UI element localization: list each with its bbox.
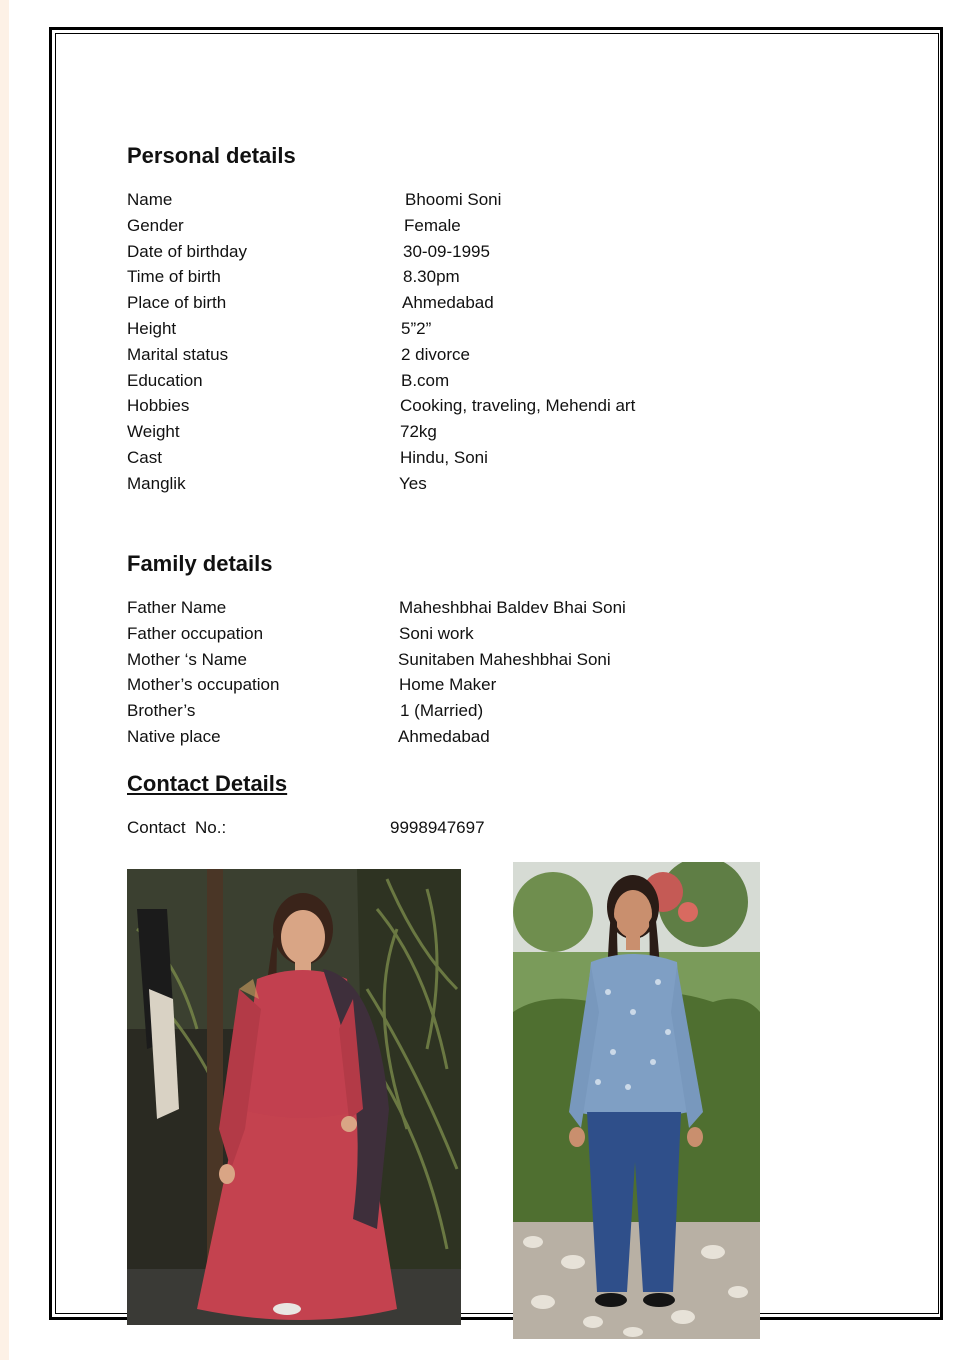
- detail-label: Education: [127, 370, 203, 390]
- detail-label: Height: [127, 318, 177, 338]
- contact-details-heading: Contact Details: [127, 771, 288, 796]
- detail-label: Place of birth: [127, 293, 227, 313]
- detail-row: [127, 342, 827, 368]
- detail-value: Sunitaben Maheshbhai Soni: [398, 649, 611, 669]
- detail-row: [127, 595, 827, 621]
- detail-value: Female: [404, 215, 461, 235]
- detail-value: Ahmedabad: [402, 293, 494, 313]
- family-details-list: [127, 595, 827, 750]
- detail-row: [127, 471, 827, 497]
- detail-row: [127, 213, 827, 239]
- detail-value: Bhoomi Soni: [405, 190, 502, 209]
- detail-label: Date of birthday: [127, 241, 248, 261]
- detail-row: [127, 724, 827, 750]
- profile-photo-blue-top: [513, 862, 760, 1339]
- detail-row: [127, 419, 827, 445]
- detail-label: Marital status: [127, 344, 229, 364]
- detail-label: Gender: [127, 215, 184, 235]
- detail-value: Ahmedabad: [398, 726, 490, 746]
- detail-value: Yes: [399, 473, 427, 493]
- detail-value: B.com: [401, 370, 450, 390]
- detail-row: [127, 264, 827, 290]
- detail-row: [127, 187, 827, 213]
- personal-details-heading: Personal details: [127, 143, 296, 168]
- detail-value: Home Maker: [399, 675, 497, 695]
- contact-label: Contact No.:: [127, 818, 227, 837]
- detail-value: Soni work: [399, 623, 474, 643]
- detail-row: [127, 393, 827, 419]
- detail-value: 1 (Married): [400, 701, 484, 721]
- contact-row: [127, 815, 627, 840]
- detail-row: [127, 290, 827, 316]
- detail-label: Manglik: [127, 473, 186, 493]
- contact-number: 9998947697: [390, 818, 485, 837]
- detail-label: Mother’s occupation: [127, 675, 280, 695]
- detail-value: 5”2”: [401, 318, 432, 338]
- detail-label: Name: [127, 190, 173, 209]
- detail-label: Weight: [127, 422, 180, 442]
- detail-row: [127, 239, 827, 265]
- detail-value: Cooking, traveling, Mehendi art: [400, 396, 636, 416]
- detail-value: 72kg: [400, 422, 437, 442]
- detail-value: 30-09-1995: [403, 241, 490, 261]
- detail-row: [127, 445, 827, 471]
- detail-label: Cast: [127, 447, 162, 467]
- detail-label: Time of birth: [127, 267, 221, 287]
- detail-row: [127, 647, 827, 673]
- detail-value: Maheshbhai Baldev Bhai Soni: [399, 598, 626, 617]
- detail-row: [127, 316, 827, 342]
- family-details-heading: Family details: [127, 551, 273, 576]
- detail-label: Hobbies: [127, 396, 190, 416]
- detail-label: Father Name: [127, 598, 227, 617]
- detail-value: 2 divorce: [401, 344, 470, 364]
- detail-label: Brother’s: [127, 701, 196, 721]
- detail-row: [127, 621, 827, 647]
- detail-row: [127, 672, 827, 698]
- detail-label: Mother ‘s Name: [127, 649, 247, 669]
- detail-value: Hindu, Soni: [400, 447, 488, 467]
- detail-value: 8.30pm: [403, 267, 460, 287]
- detail-label: Father occupation: [127, 623, 264, 643]
- profile-photo-red-dress: [127, 869, 461, 1325]
- detail-label: Native place: [127, 726, 221, 746]
- personal-details-list: [127, 187, 827, 497]
- detail-row: [127, 368, 827, 394]
- detail-row: [127, 698, 827, 724]
